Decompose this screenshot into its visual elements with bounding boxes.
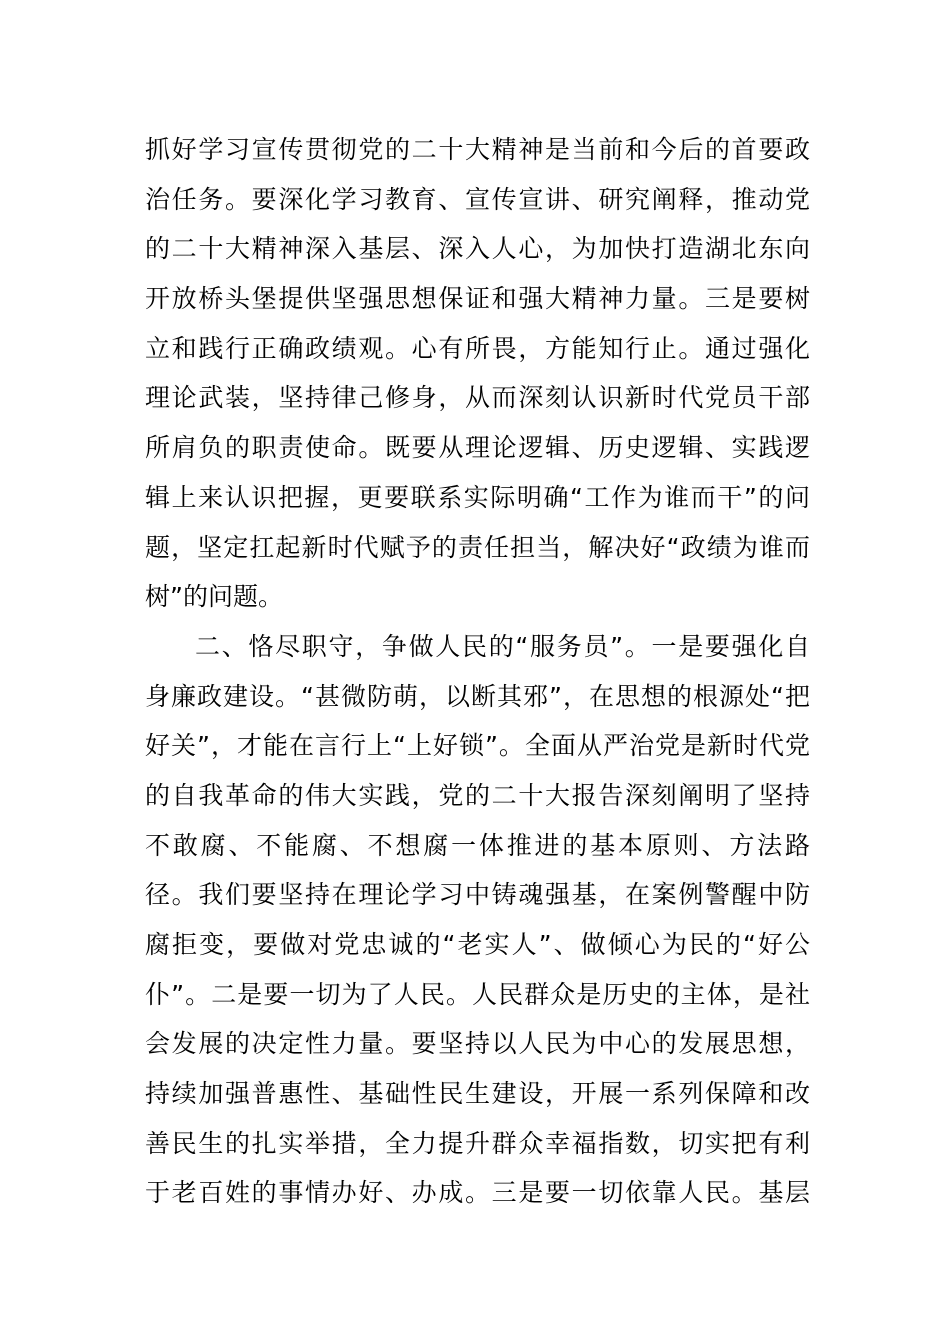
text-line: 善民生的扎实举措，全力提升群众幸福指数，切实把有利: [145, 1128, 810, 1158]
text-line: 好关”，才能在言行上“上好锁”。全面从严治党是新时代党: [145, 731, 810, 761]
text-line: 身廉政建设。“甚微防萌，以断其邪”，在思想的根源处“把: [145, 681, 810, 711]
text-line: 的自我革命的伟大实践，党的二十大报告深刻阐明了坚持: [145, 780, 810, 810]
text-line: 会发展的决定性力量。要坚持以人民为中心的发展思想，: [145, 1029, 810, 1059]
text-line: 径。我们要坚持在理论学习中铸魂强基，在案例警醒中防: [145, 880, 810, 910]
text-line: 不敢腐、不能腐、不想腐一体推进的基本原则、方法路: [145, 830, 810, 860]
text-line: 于老百姓的事情办好、办成。三是要一切依靠人民。基层: [145, 1178, 810, 1208]
text-line: 开放桥头堡提供坚强思想保证和强大精神力量。三是要树: [145, 284, 810, 314]
body-text: [145, 125, 810, 1218]
text-line: 理论武装，坚持律己修身，从而深刻认识新时代党员干部: [145, 383, 810, 413]
text-line: 立和践行正确政绩观。心有所畏，方能知行止。通过强化: [145, 333, 810, 363]
paragraph-first-line: 二、恪尽职守，争做人民的“服务员”。一是要强化自: [195, 631, 810, 661]
text-line: 的二十大精神深入基层、深入人心，为加快打造湖北东向: [145, 234, 810, 264]
text-line: 题，坚定扛起新时代赋予的责任担当，解决好“政绩为谁而: [145, 532, 810, 562]
text-line: 仆”。二是要一切为了人民。人民群众是历史的主体，是社: [145, 979, 810, 1009]
text-line: 治任务。要深化学习教育、宣传宣讲、研究阐释，推动党: [145, 184, 810, 214]
text-line: 树”的问题。: [145, 582, 283, 612]
text-line: 持续加强普惠性、基础性民生建设，开展一系列保障和改: [145, 1079, 810, 1109]
text-line: 腐拒变，要做对党忠诚的“老实人”、做倾心为民的“好公: [145, 930, 810, 959]
text-line: 所肩负的职责使命。既要从理论逻辑、历史逻辑、实践逻: [145, 433, 810, 463]
text-line: 辑上来认识把握，更要联系实际明确“工作为谁而干”的问: [145, 482, 810, 512]
text-line: 抓好学习宣传贯彻党的二十大精神是当前和今后的首要政: [145, 135, 810, 164]
